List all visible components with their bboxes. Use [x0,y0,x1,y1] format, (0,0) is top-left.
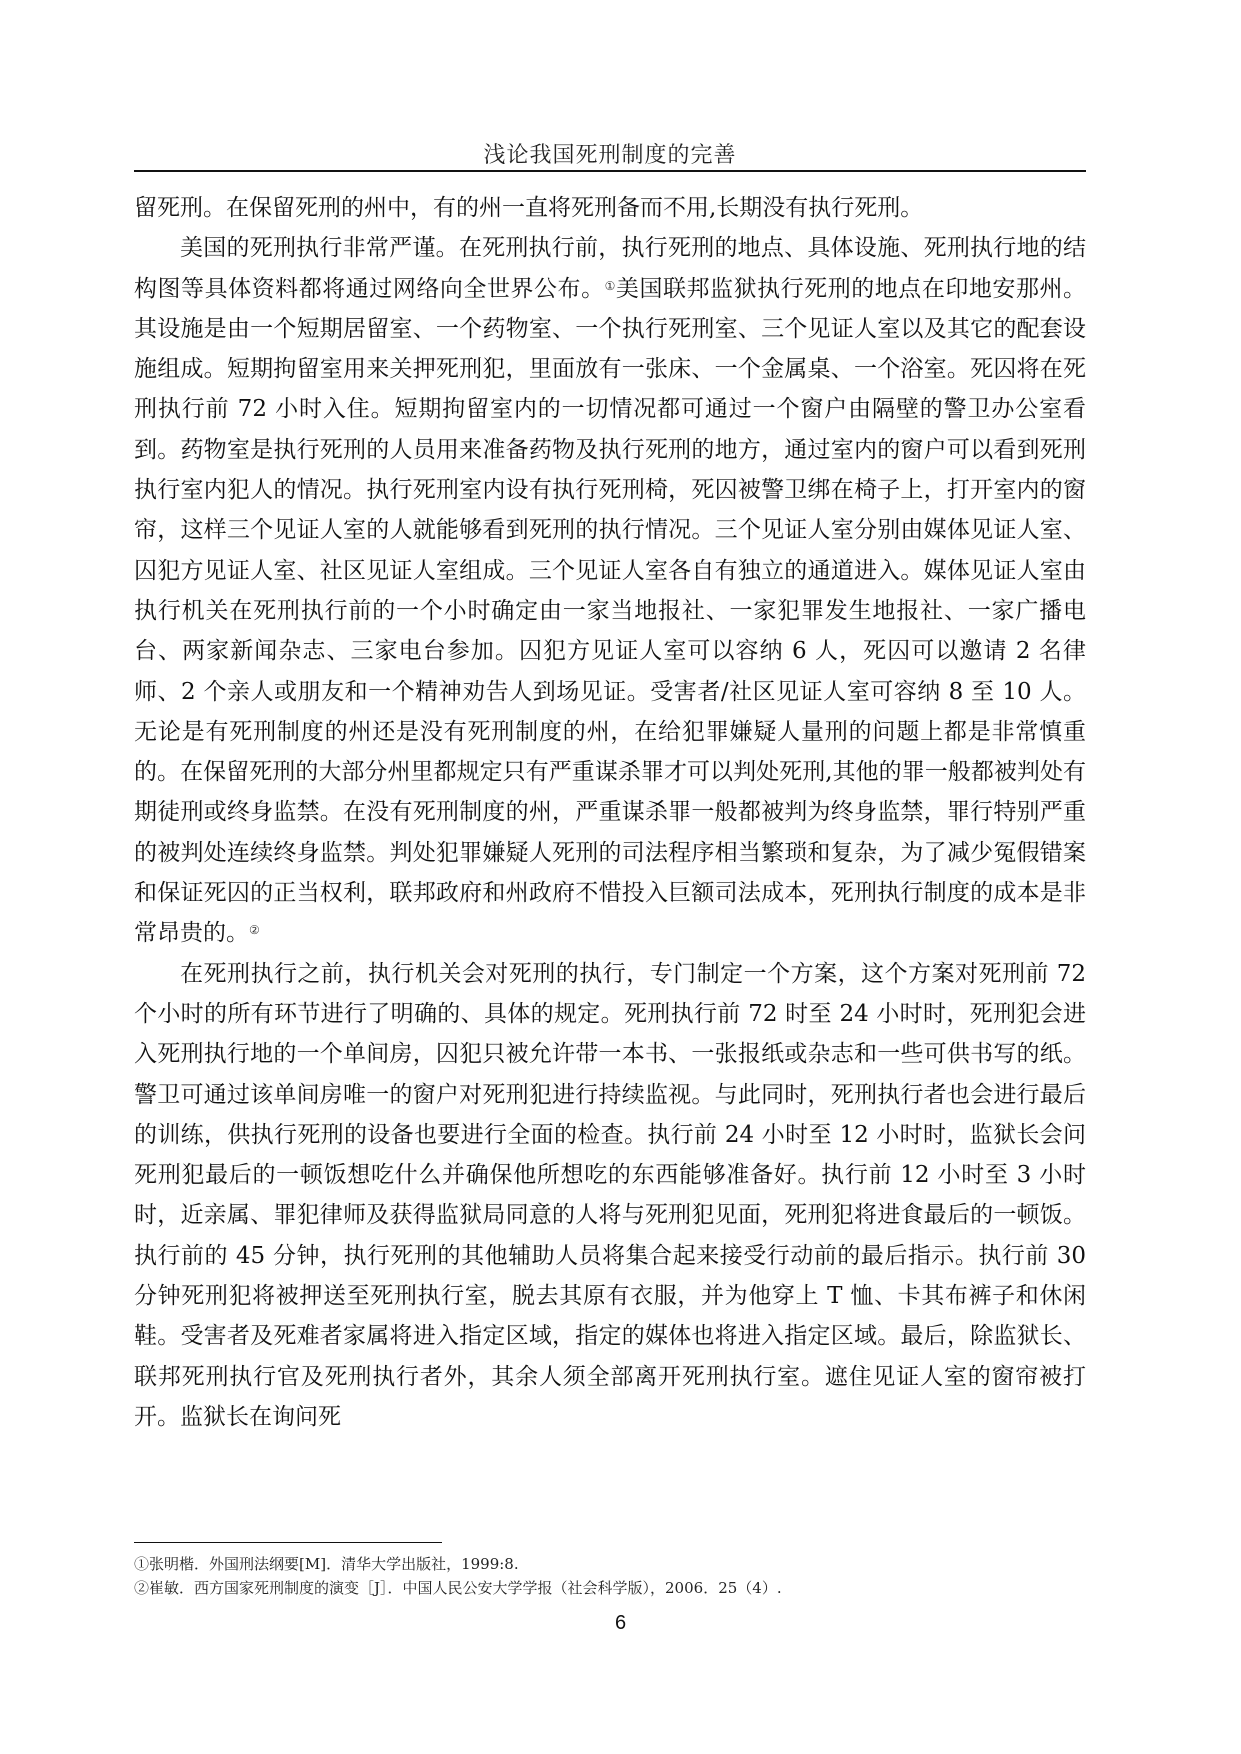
paragraph-text: 在死刑执行之前，执行机关会对死刑的执行，专门制定一个方案，这个方案对死刑前 72 个小时的所有环节进行了明确的、具体的规定。死刑执行前 72 时至 24 小时时，死刑犯会进入死刑执行地的一个单间房，囚犯只被允许带一本书、一张报纸或杂志和一些可供书写的纸。警卫可通过该单间房唯一的窗户对死刑犯进行持续监视。与此同时，死刑执行者也会进行最后的训练，供执行死刑的设备也要进行全面的检查。执行前 24 小时至 12 小时时，监狱长会问死刑犯最后的一顿饭想吃什么并确保他所想吃的东西能够准备好。执行前 12 小时至 3 小时时，近亲属、罪犯律师及获得监狱局同意的人将与死刑犯见面，死刑犯将进食最后的一顿饭。执行前的 45 分钟，执行死刑的其他辅助人员将集合起来接受行动前的最后指示。执行前 30 分钟死刑犯将被押送至死刑执行室，脱去其原有衣服，并为他穿上 T 恤、卡其布裤子和休闲鞋。受害者及死难者家属将进入指定区域，指定的媒体也将进入指定区域。最后，除监狱长、联邦死刑执行官及死刑执行者外，其余人须全部离开死刑执行室。遮住见证人室的窗帘被打开。监狱长在询问死 [134,960,1086,1430]
page-number: 6 [614,1612,627,1634]
paragraph-execution-procedure [134,228,1086,953]
footnote-1: ①张明楷．外国刑法纲要[M]．清华大学出版社，1999:8. [134,1555,519,1573]
footnote-2: ②崔敏．西方国家死刑制度的演变［J］．中国人民公安大学学报（社会科学版），2006．25（4）. [134,1579,782,1597]
header-divider [134,170,1086,172]
paragraph-text: 美国联邦监狱执行死刑的地点在印地安那州。其设施是由一个短期居留室、一个药物室、一个执行死刑室、三个见证人室以及其它的配套设施组成。短期拘留室用来关押死刑犯，里面放有一张床、一个金属桌、一个浴室。死囚将在死刑执行前 72 小时入住。短期拘留室内的一切情况都可通过一个窗户由隔壁的警卫办公室看到。药物室是执行死刑的人员用来准备药物及执行死刑的地方，通过室内的窗户可以看到死刑执行室内犯人的情况。执行死刑室内设有执行死刑椅，死囚被警卫绑在椅子上，打开室内的窗帘，这样三个见证人室的人就能够看到死刑的执行情况。三个见证人室分别由媒体见证人室、囚犯方见证人室、社区见证人室组成。三个见证人室各自有独立的通道进入。媒体见证人室由执行机关在死刑执行前的一个小时确定由一家当地报社、一家犯罪发生地报社、一家广播电台、两家新闻杂志、三家电台参加。囚犯方见证人室可以容纳 6 人，死囚可以邀请 2 名律师、2 个亲人或朋友和一个精神劝告人到场见证。受害者/社区见证人室可容纳 8 至 10 人。 无论是有死刑制度的州还是没有死刑制度的州，在给犯罪嫌疑人量刑的问题上都是非常慎重的。在保留死刑的大部分州里都规定只有严重谋杀罪才可以判处死刑,其他的罪一般都被判处有期徒刑或终身监禁。在没有死刑制度的州，严重谋杀罪一般都被判为终身监禁，罪行特别严重的被判处连续终身监禁。判处犯罪嫌疑人死刑的司法程序相当繁琐和复杂，为了减少冤假错案和保证死囚的正当权利，联邦政府和州政府不惜投入巨额司法成本，死刑执行制度的成本是非常昂贵的。 [134,275,1087,947]
footnotes [134,1552,1086,1600]
body-text [134,188,1086,1437]
footnote-ref-2[interactable]: ② [249,923,260,938]
running-header-title: 浅论我国死刑制度的完善 [483,143,737,168]
footnote-ref-1[interactable]: ① [604,278,616,293]
footnote-divider [134,1542,442,1543]
paragraph-text: 留死刑。在保留死刑的州中，有的州一直将死刑备而不用,长期没有执行死刑。 [134,195,924,221]
paragraph-text: 美国的死刑执行非常严谨。在死刑执行前，执行死刑的地点、具体设施、死刑执行地的结构图等具体资料都将通过网络向全世界公布。 [134,235,1086,302]
paragraph-continuation [134,188,1086,228]
paragraph-execution-plan [134,954,1086,1438]
